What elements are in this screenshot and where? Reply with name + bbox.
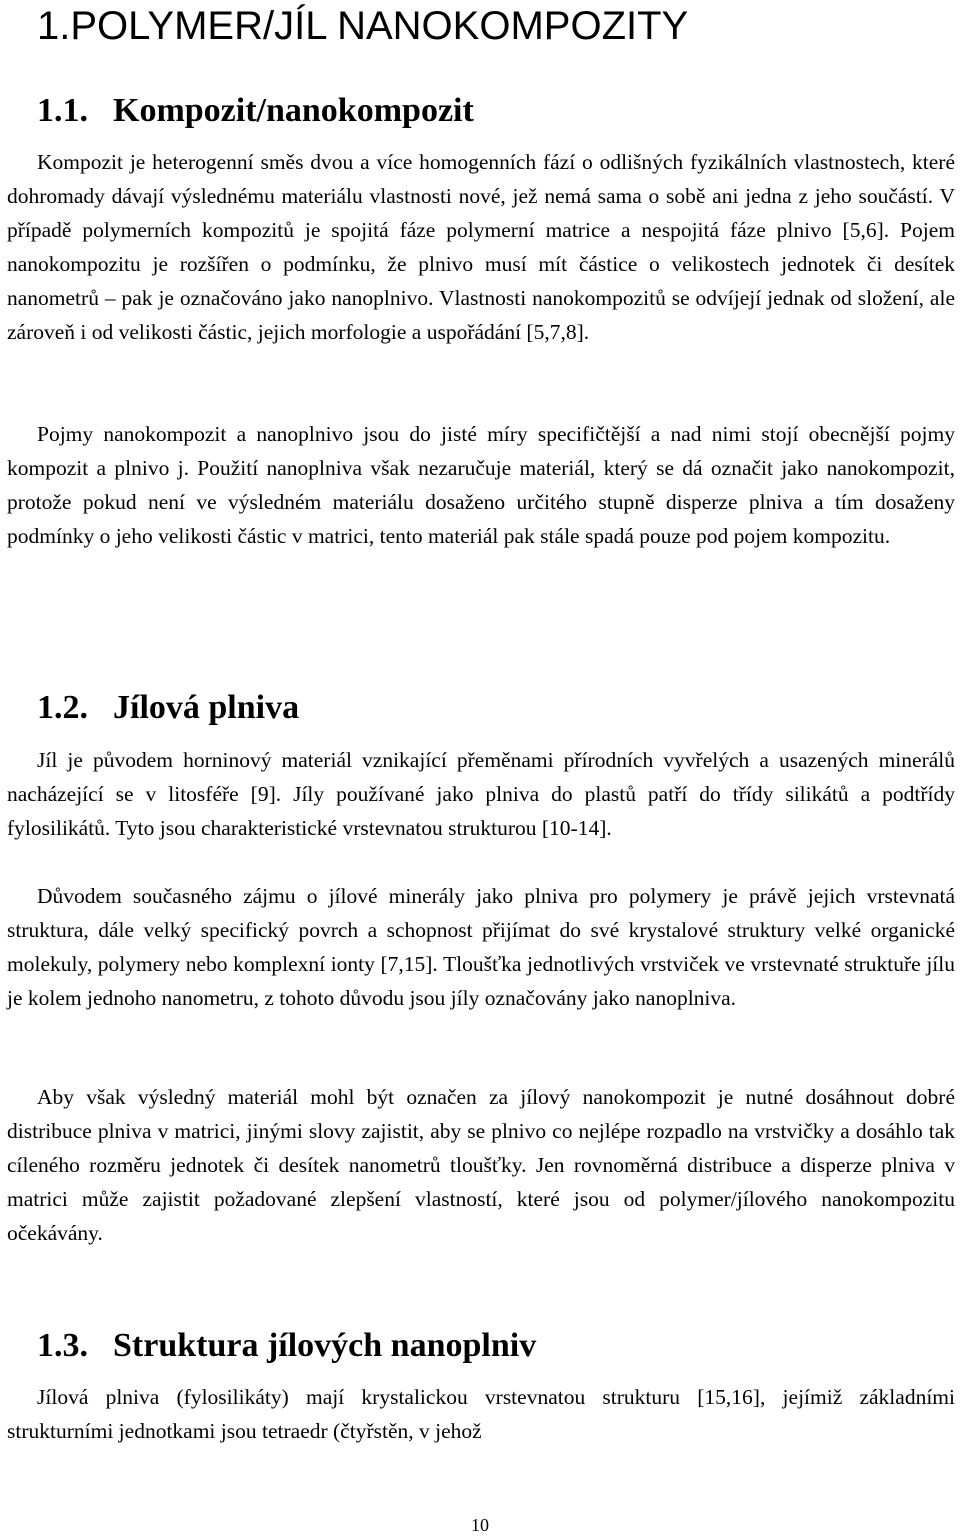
section-number: 1.3. (37, 1327, 88, 1364)
paragraph: Pojmy nanokompozit a nanoplnivo jsou do jisté míry specifičtější a nad nimi stojí obecnější pojmy kompozit a plnivo j. Použití nanoplniva však nezaručuje materiál, který se dá označit jako nanokompozit, protože pokud není ve výsledném materiálu dosaženo určitého stupně disperze plniva a tím dosaženy podmínky o jeho velikosti částic v matrici, tento materiál pak stále spadá pouze pod pojem kompozitu. (7, 422, 955, 548)
section-heading-1-2 (37, 688, 299, 728)
paragraph: Aby však výsledný materiál mohl být označen za jílový nanokompozit je nutné dosáhnout dobré distribuce plniva v matrici, jinými slovy zajistit, aby se plnivo co nejlépe rozpadlo na vrstvičky a dosáhlo tak cíleného rozměru jednotek či desítek nanometrů tloušťky. Jen rovnoměrná distribuce a disperze plniva v matrici může zajistit požadované zlepšení vlastností, které jsou od polymer/jílového nanokompozitu očekávány. (7, 1085, 955, 1245)
chapter-title: 1.POLYMER/JÍL NANOKOMPOZITY (37, 4, 689, 48)
section-title: Kompozit/nanokompozit (113, 92, 474, 129)
paragraph: Jílová plniva (fylosilikáty) mají krystalickou vrstevnatou strukturu [15,16], jejímiž základními strukturními jednotkami jsou tetraedr (čtyřstěn, v jehož (7, 1385, 955, 1443)
section-heading-1-1 (37, 91, 474, 131)
section-number: 1.1. (37, 92, 88, 129)
section-title: Jílová plniva (113, 689, 300, 726)
paragraph: Jíl je původem horninový materiál vznikající přeměnami přírodních vyvřelých a usazených minerálů nacházející se v litosféře [9]. Jíly používané jako plniva do plastů patří do třídy silikátů a podtřídy fylosilikátů. Tyto jsou charakteristické vrstevnatou strukturou [10-14]. (7, 748, 955, 840)
page-number: 10 (471, 1515, 489, 1535)
section-heading-1-3 (37, 1326, 536, 1366)
section-title: Struktura jílových nanoplniv (113, 1327, 537, 1364)
paragraph: Kompozit je heterogenní směs dvou a více homogenních fází o odlišných fyzikálních vlastnostech, které dohromady dávají výslednému materiálu vlastnosti nové, jež nemá sama o sobě ani jedna z jeho součástí. V případě polymerních kompozitů je spojitá fáze polymerní matrice a nespojitá fáze plnivo [5,6]. Pojem nanokompozitu je rozšířen o podmínku, že plnivo musí mít částice o velikostech jednotek či desítek nanometrů – pak je označováno jako nanoplnivo. Vlastnosti nanokompozitů se odvíjejí jednak od složení, ale zároveň i od velikosti částic, jejich morfologie a uspořádání [5,7,8]. (7, 150, 955, 344)
section-number: 1.2. (37, 689, 88, 726)
paragraph: Důvodem současného zájmu o jílové minerály jako plniva pro polymery je právě jejich vrstevnatá struktura, dále velký specifický povrch a schopnost přijímat do své krystalové struktury velké organické molekuly, polymery nebo komplexní ionty [7,15]. Tloušťka jednotlivých vrstviček ve vrstevnaté struktuře jílu je kolem jednoho nanometru, z tohoto důvodu jsou jíly označovány jako nanoplniva. (7, 884, 955, 1010)
